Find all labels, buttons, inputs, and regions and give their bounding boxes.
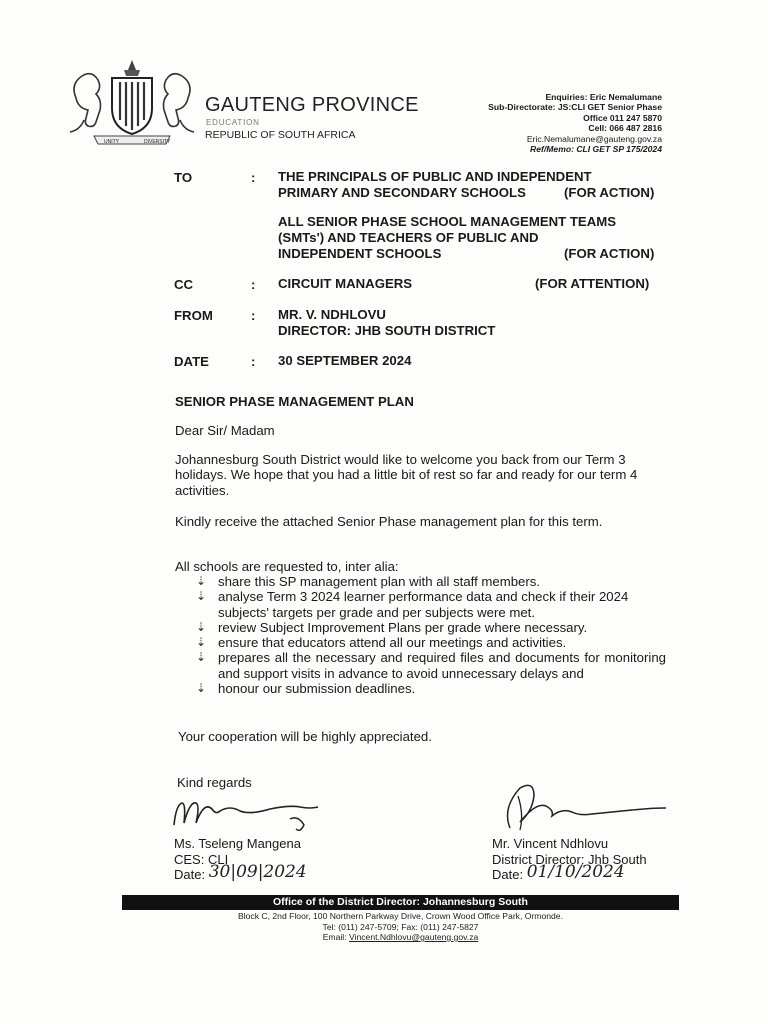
- date-colon: :: [251, 354, 256, 369]
- department-name: EDUCATION: [206, 118, 260, 127]
- arrow-bullet-icon: ⇣: [196, 589, 207, 604]
- list-item: [196, 620, 666, 635]
- cc-label: CC: [174, 277, 194, 292]
- arrow-bullet-icon: ⇣: [196, 619, 207, 634]
- left-signatory-name: Ms. Tseleng Mangena: [174, 836, 301, 851]
- list-item: [196, 681, 666, 696]
- signature-ndhlovu: [490, 778, 680, 838]
- country-name: REPUBLIC OF SOUTH AFRICA: [205, 129, 356, 141]
- cc-value: CIRCUIT MANAGERS: [278, 276, 413, 291]
- reference-line: Ref/Memo: CLI GET SP 175/2024: [530, 144, 662, 155]
- cc-colon: :: [251, 277, 256, 292]
- list-item: [196, 635, 666, 650]
- date-value: 30 SEPTEMBER 2024: [278, 353, 412, 368]
- list-item: [196, 589, 666, 620]
- to-action-1: (FOR ACTION): [564, 185, 655, 200]
- to2-line-2: (SMTs') AND TEACHERS OF PUBLIC AND: [278, 230, 539, 245]
- subdirectorate-line: Sub-Directorate: JS:CLI GET Senior Phase: [488, 102, 662, 113]
- list-item-text: honour our submission deadlines.: [218, 681, 416, 697]
- arrow-bullet-icon: ⇣: [196, 574, 207, 588]
- to2-line-1: ALL SENIOR PHASE SCHOOL MANAGEMENT TEAMS: [278, 214, 617, 229]
- office-phone-line: Office 011 247 5870: [583, 112, 662, 123]
- footer-info: [122, 911, 679, 943]
- request-list: [196, 574, 666, 696]
- from-label: FROM: [174, 308, 213, 323]
- list-item-text: ensure that educators attend all our meetings and activities.: [218, 635, 567, 651]
- province-name: GAUTENG PROVINCE: [205, 94, 419, 116]
- closing-note: Your cooperation will be highly appreciated.: [178, 729, 432, 744]
- to-line-1: THE PRINCIPALS OF PUBLIC AND INDEPENDENT: [278, 169, 592, 184]
- list-item-text: prepares all the necessary and required files and documents for monitoring and support visits in advance to avoid unnecessary delays and: [218, 650, 666, 681]
- list-item-text: review Subject Improvement Plans per grade where necessary.: [218, 619, 588, 635]
- salutation: Dear Sir/ Madam: [175, 423, 275, 438]
- to-line-2: PRIMARY AND SECONDARY SCHOOLS: [278, 185, 526, 200]
- from-colon: :: [251, 308, 256, 323]
- right-date-handwritten: 01/10/2024: [526, 862, 625, 882]
- footer-email-label: Email:: [322, 932, 347, 942]
- contact-block: [488, 92, 662, 154]
- list-item-text: analyse Term 3 2024 learner performance data and check if their 2024 subjects' targets per grade and per subjects were met.: [218, 589, 629, 620]
- footer-email-row: [122, 932, 679, 943]
- left-date-label: Date:: [174, 867, 206, 882]
- footer-office-bar: Office of the District Director: Johannesburg South: [122, 895, 679, 910]
- to2-line-3: INDEPENDENT SCHOOLS: [278, 246, 442, 261]
- arrow-bullet-icon: ⇣: [196, 635, 207, 650]
- left-date-row: [174, 862, 307, 883]
- footer-phone: Tel: (011) 247-5709; Fax: (011) 247-5827: [322, 921, 479, 932]
- arrow-bullet-icon: ⇣: [196, 650, 207, 665]
- footer-address: Block C, 2nd Floor, 100 Northern Parkway Drive, Crown Wood Office Park, Ormonde.: [238, 911, 563, 921]
- paragraph-welcome: Johannesburg South District would like to welcome you back from our Term 3 holidays. We hope that you had a little bit of rest so far and ready for our term 4 activities.: [175, 452, 638, 498]
- list-item: [196, 574, 666, 589]
- left-signatory-title: CES: CLI: [174, 851, 229, 867]
- cell-phone-line: Cell: 066 487 2816: [588, 123, 662, 134]
- letter-subject: SENIOR PHASE MANAGEMENT PLAN: [175, 394, 414, 409]
- from-value: [278, 307, 495, 339]
- cc-action: (FOR ATTENTION): [535, 276, 650, 291]
- list-item-text: share this SP management plan with all staff members.: [218, 574, 541, 589]
- arrow-bullet-icon: ⇣: [196, 681, 207, 696]
- to-colon: :: [251, 170, 256, 185]
- right-date-label: Date:: [492, 867, 524, 882]
- right-date-row: [492, 862, 647, 883]
- from-line-1: MR. V. NDHLOVU: [278, 307, 386, 322]
- gauteng-crest-logo: [64, 58, 200, 148]
- footer-email-link[interactable]: Vincent.Ndhlovu@gauteng.gov.za: [348, 932, 479, 942]
- signature-mangena: [170, 795, 350, 840]
- date-label: DATE: [174, 354, 209, 369]
- left-signatory: [174, 836, 307, 883]
- right-signatory-name: Mr. Vincent Ndhlovu: [492, 836, 609, 851]
- right-signatory: [492, 836, 647, 883]
- to-recipients-1: [278, 169, 592, 201]
- to-label: TO: [174, 170, 193, 185]
- list-item: [196, 650, 666, 681]
- paragraph-attachment: Kindly receive the attached Senior Phase management plan for this term.: [175, 514, 603, 529]
- request-intro: All schools are requested to, inter alia:: [175, 559, 399, 574]
- left-date-handwritten: 30|09|2024: [208, 862, 307, 882]
- to-action-2: (FOR ACTION): [564, 246, 655, 261]
- email-line: Eric.Nemalumane@gauteng.gov.za: [526, 133, 662, 144]
- kind-regards: Kind regards: [177, 775, 252, 790]
- crest-motto-right: DIVERSITY: [144, 139, 171, 145]
- enquiries-line: Enquiries: Eric Nemalumane: [545, 92, 662, 102]
- right-signatory-title: District Director: Jhb South: [492, 851, 647, 867]
- crest-motto-left: UNITY: [104, 139, 119, 145]
- from-line-2: DIRECTOR: JHB SOUTH DISTRICT: [278, 323, 496, 338]
